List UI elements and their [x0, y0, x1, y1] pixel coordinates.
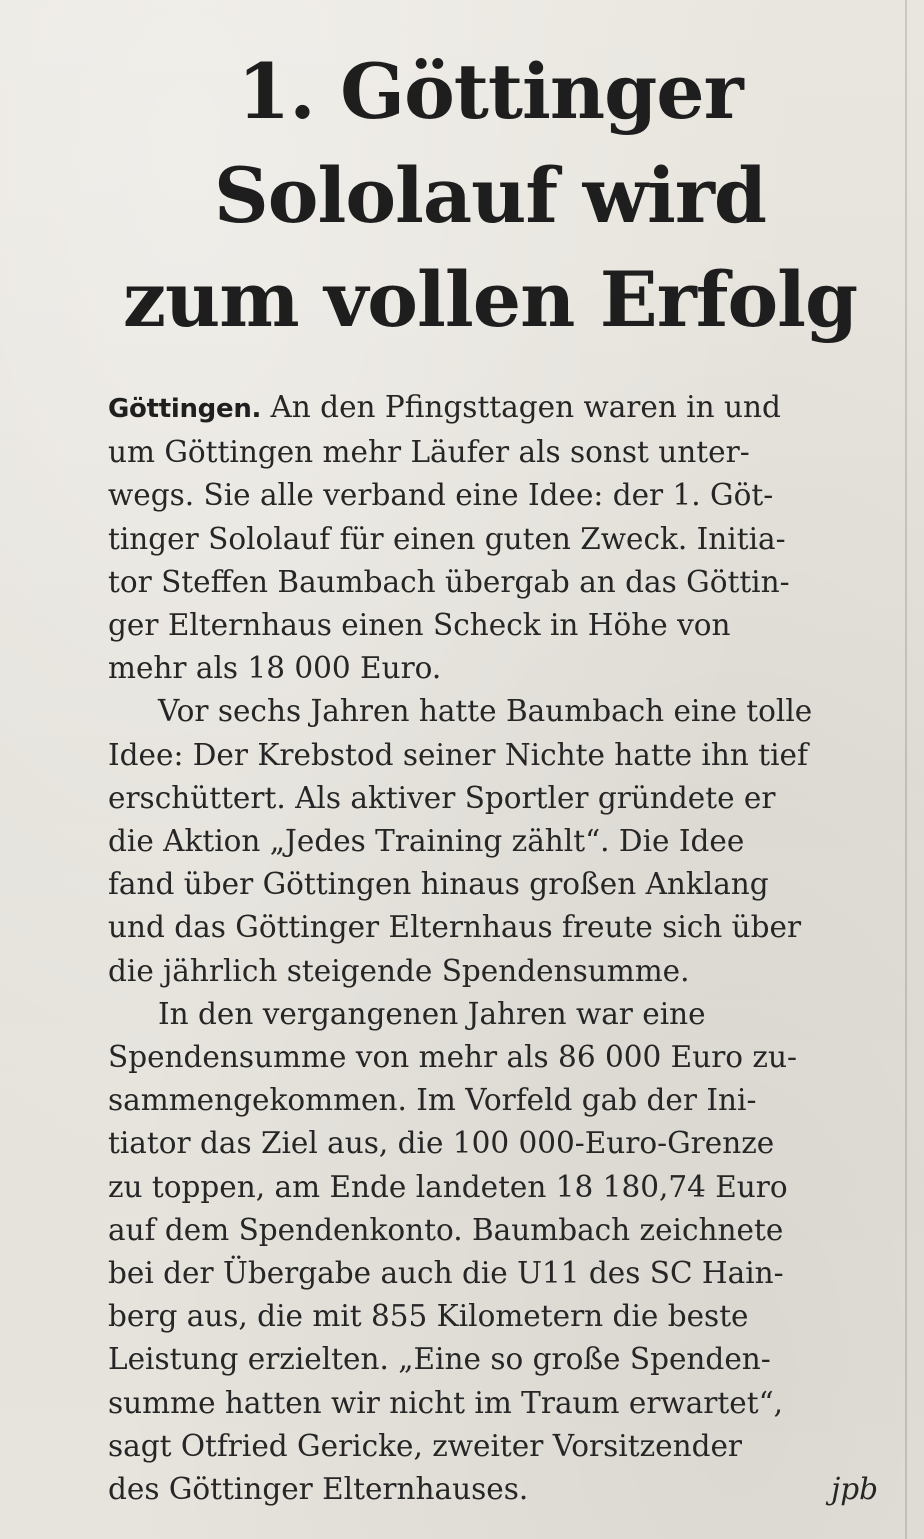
article-line: fand über Göttingen hinaus großen Anklang — [108, 867, 769, 902]
article-body — [108, 386, 876, 1511]
article-line: Spendensumme von mehr als 86 000 Euro zu- — [108, 1040, 797, 1075]
article-line: sagt Otfried Gericke, zweiter Vorsitzender — [108, 1428, 743, 1463]
article-line: summe hatten wir nicht im Traum erwartet“, — [108, 1385, 784, 1420]
article-line-text: An den Pfingsttagen waren in und — [261, 390, 781, 424]
article-line: In den vergangenen Jahren war eine — [158, 996, 706, 1031]
article-line: erschüttert. Als aktiver Sportler gründete er — [108, 780, 776, 815]
article-line: mehr als 18 000 Euro. — [108, 651, 442, 686]
article-line — [108, 386, 876, 431]
article-line: und das Göttinger Elternhaus freute sich über — [108, 910, 802, 945]
headline-line: Sololauf wird — [213, 151, 767, 240]
article-line: berg aus, die mit 855 Kilometern die beste — [108, 1299, 749, 1334]
article-line: wegs. Sie alle verband eine Idee: der 1. Göt- — [108, 478, 774, 513]
article-line: tinger Sololauf für einen guten Zweck. Initia- — [108, 521, 786, 556]
article-last-row — [108, 1468, 878, 1511]
article-line: um Göttingen mehr Läufer als sonst unter- — [108, 435, 750, 470]
article-line: tiator das Ziel aus, die 100 000-Euro-Grenze — [108, 1126, 775, 1161]
article-line: sammengekommen. Im Vorfeld gab der Ini- — [108, 1083, 757, 1118]
article-line: Vor sechs Jahren hatte Baumbach eine tolle — [158, 694, 813, 729]
dateline: Göttingen. — [108, 394, 262, 424]
article-line: zu toppen, am Ende landeten 18 180,74 Euro — [108, 1169, 788, 1204]
article-line: Leistung erzielten. „Eine so große Spenden- — [108, 1342, 771, 1377]
article-line: die jährlich steigende Spendensumme. — [108, 953, 690, 988]
headline-line: 1. Göttinger — [237, 47, 743, 136]
headline — [90, 40, 890, 352]
column-divider — [905, 0, 907, 1539]
article-line: Idee: Der Krebstod seiner Nichte hatte ihn tief — [108, 737, 808, 772]
article-line: ger Elternhaus einen Scheck in Höhe von — [108, 608, 731, 643]
article-line: tor Steffen Baumbach übergab an das Göttin- — [108, 564, 790, 599]
author-byline: jpb — [831, 1472, 878, 1507]
article-line: die Aktion „Jedes Training zählt“. Die Idee — [108, 824, 745, 859]
headline-line: zum vollen Erfolg — [122, 255, 858, 344]
article-line: bei der Übergabe auch die U11 des SC Hain- — [108, 1256, 784, 1291]
article-line: auf dem Spendenkonto. Baumbach zeichnete — [108, 1212, 784, 1247]
article-line: des Göttinger Elternhauses. — [108, 1472, 529, 1507]
